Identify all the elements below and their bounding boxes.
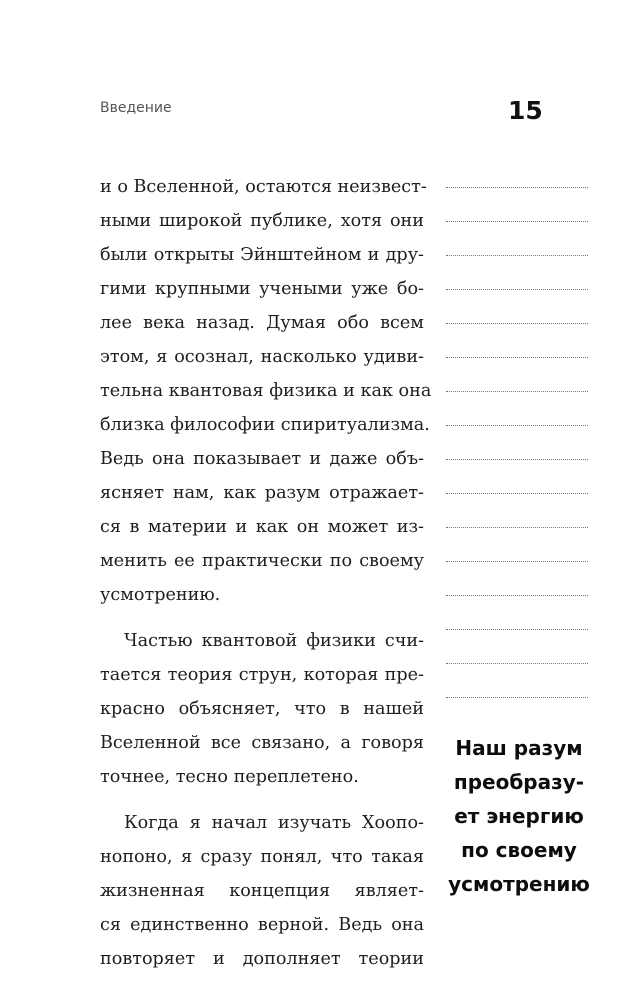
text-line: были открыты Эйнштейном и дру- [100,245,424,265]
text-line: Частью квантовой физики счи- [124,631,424,651]
text-line: ся в материи и как он может из- [100,517,424,537]
pull-quote-line: усмотрению [448,872,590,896]
dotted-line [446,629,588,663]
text-line: и о Вселенной, остаются неизвест- [100,177,427,197]
dotted-line [446,323,588,357]
dotted-line [446,459,588,493]
dotted-line [446,493,588,527]
dotted-line [446,527,588,561]
text-line: ными широкой публике, хотя они [100,211,424,231]
dotted-line [446,595,588,629]
dotted-line [446,391,588,425]
text-line: повторяет и дополняет теории [100,949,424,969]
text-line: Вселенной все связано, а говоря [100,733,424,753]
body-text [100,170,432,976]
pull-quote-line: по своему [461,838,577,862]
text-line: красно объясняет, что в нашей [100,699,424,719]
text-line: тельна квантовая физика и как она [100,381,432,401]
text-line: ясняет нам, как разум отражает- [100,483,424,503]
dotted-line [446,289,588,323]
text-line: Ведь она показывает и даже объ- [100,449,424,469]
text-line: этом, я осознал, насколько удиви- [100,347,424,367]
dotted-line [446,663,588,697]
dotted-line [446,187,588,221]
text-line: Когда я начал изучать Хоопо- [124,813,424,833]
text-line: менить ее практически по своему [100,551,424,571]
dotted-line [446,255,588,289]
running-head: Введение [100,100,172,116]
text-line: лее века назад. Думая обо всем [100,313,424,333]
dotted-line [446,221,588,255]
text-line: усмотрению. [100,585,221,605]
text-line: тается теория струн, которая пре- [100,665,424,685]
text-line: жизненная концепция являет- [100,881,424,901]
dotted-line [446,697,588,731]
text-line: гими крупными учеными уже бо- [100,279,424,299]
dotted-line [446,357,588,391]
text-line: нопоно, я сразу понял, что такая [100,847,424,867]
text-line: точнее, тесно переплетено. [100,767,359,787]
dotted-line [446,561,588,595]
dotted-line [446,425,588,459]
notes-area [446,187,588,731]
text-line: ся единственно верной. Ведь она [100,915,424,935]
pull-quote-line: преобразу- [453,770,585,794]
pull-quote [444,731,594,901]
text-line: близка философии спиритуализма. [100,415,430,435]
page-number: 15 [508,96,543,125]
pull-quote-line: Наш разум [455,736,583,760]
pull-quote-line: ет энергию [454,804,584,828]
